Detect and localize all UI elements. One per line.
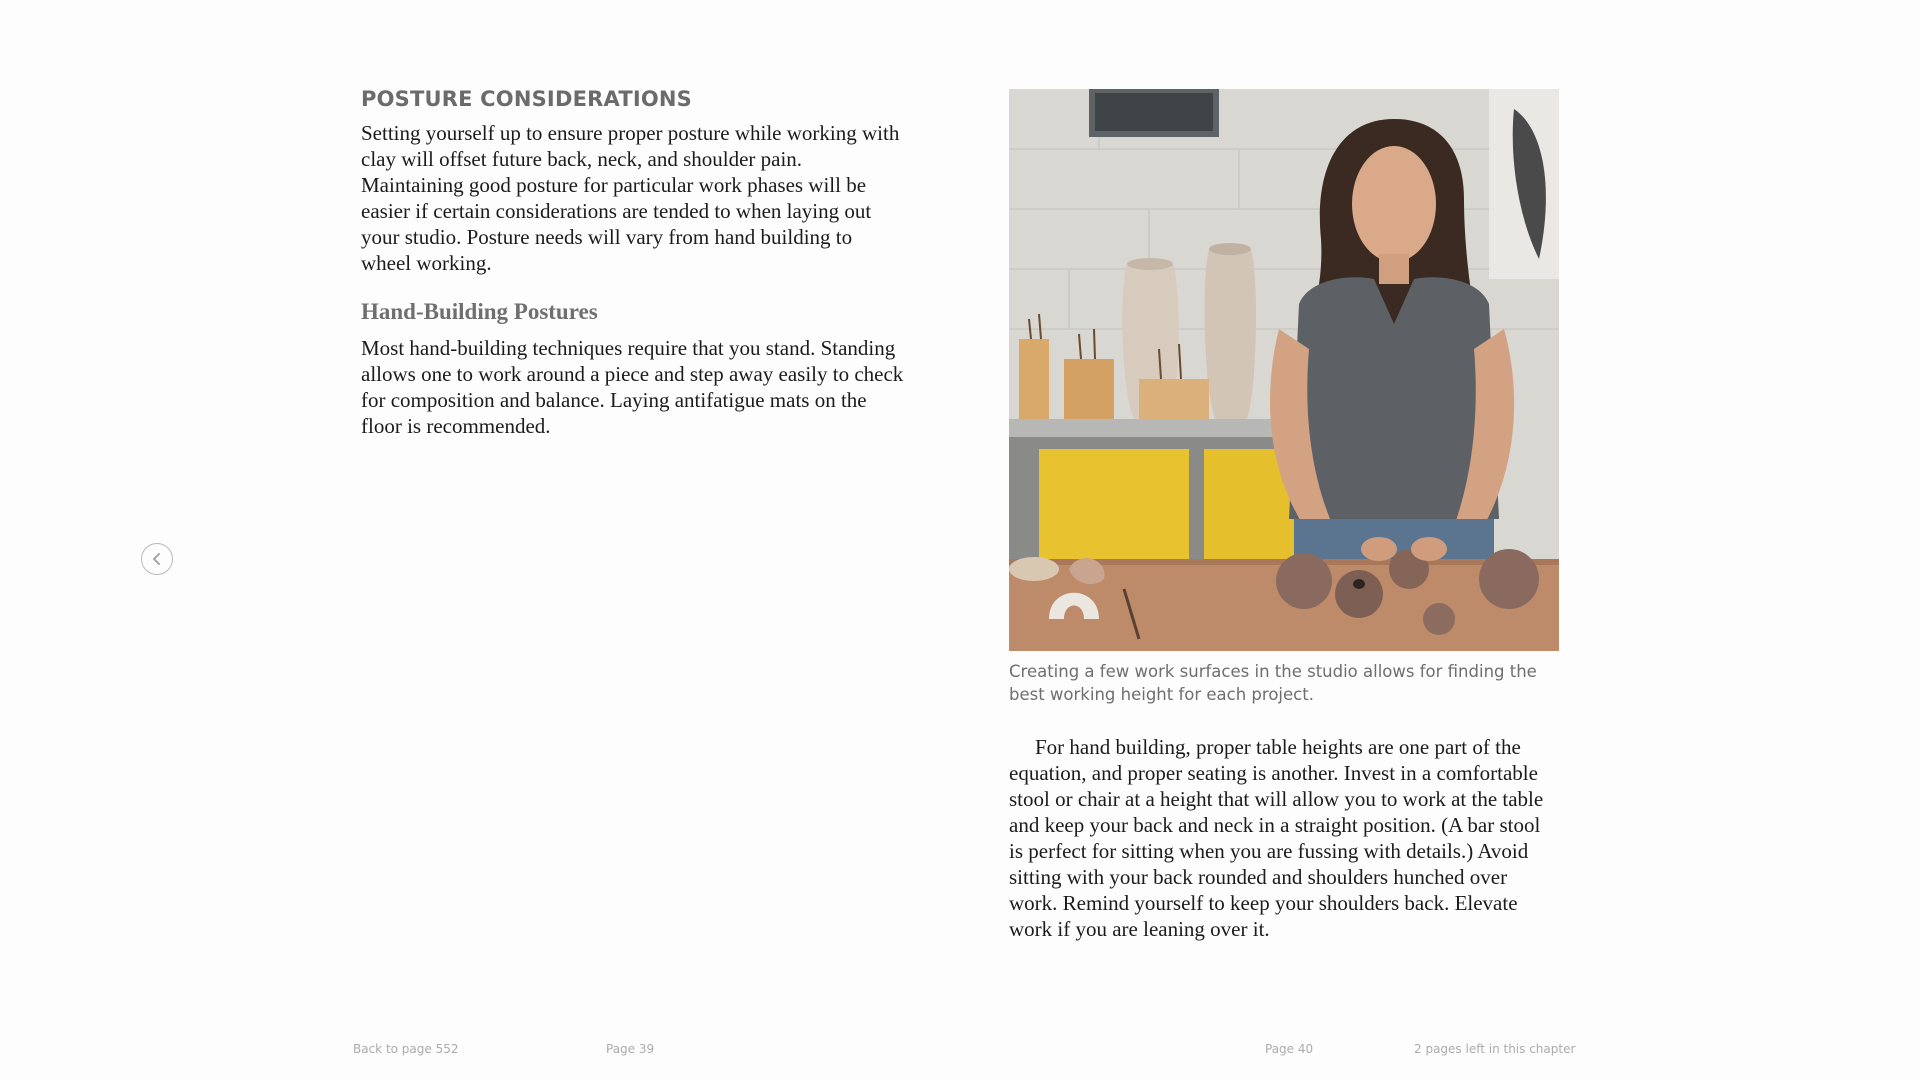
left-page-number: Page 39	[606, 1042, 655, 1056]
figure-caption: Creating a few work surfaces in the studio allows for finding the best working height for each project.	[1009, 662, 1537, 704]
studio-photo	[1009, 89, 1559, 651]
section-heading: POSTURE CONSIDERATIONS	[361, 87, 693, 111]
chevron-left-icon	[150, 552, 164, 566]
hand-building-paragraph: Most hand-building techniques require that you stand. Standing allows one to work around a piece and step away easily to check for composition and balance. Laying antifatigue mats on the floor is recommended.	[361, 336, 904, 438]
previous-page-button[interactable]	[141, 543, 173, 575]
pages-left-indicator: 2 pages left in this chapter	[1414, 1042, 1576, 1056]
intro-paragraph: Setting yourself up to ensure proper posture while working with clay will offset future back, neck, and shoulder pain. Maintaining good posture for particular work phases will be easier if certain considerations are tended to when laying out your studio. Posture needs will vary from hand building to wheel working.	[361, 121, 900, 275]
right-page-number: Page 40	[1265, 1042, 1314, 1056]
subheading-hand-building: Hand-Building Postures	[361, 299, 598, 324]
seating-paragraph: For hand building, proper table heights are one part of the equation, and proper seating is another. Invest in a comfortable stool or chair at a height that will allow you to work at the table and keep your back and neck in a straight position. (A bar stool is perfect for sitting when you are fussing with details.) Avoid sitting with your back rounded and shoulders hunched over work. Remind yourself to keep your shoulders back. Elevate work if you are leaning over it.	[1009, 735, 1544, 941]
back-to-page-link[interactable]: Back to page 552	[353, 1042, 459, 1056]
